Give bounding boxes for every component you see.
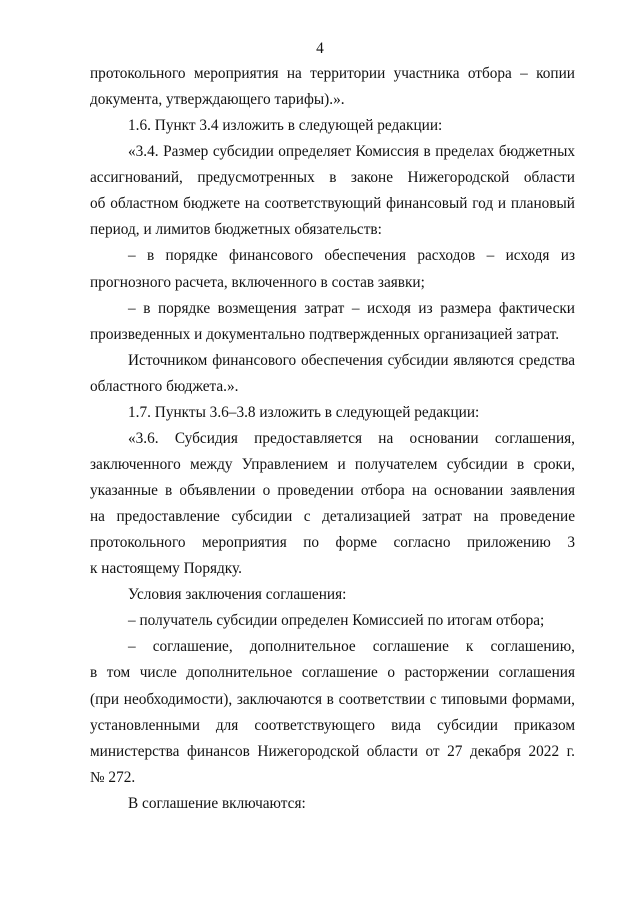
text-line: протокольного мероприятия на территории участника отбора – копии	[90, 65, 575, 82]
text-line: «3.6. Субсидия предоставляется на основании соглашения,	[128, 429, 575, 447]
text-line: – в порядке финансового обеспечения расходов – исходя из	[128, 247, 575, 265]
text-line: Источником финансового обеспечения субсидии являются средства	[128, 351, 575, 369]
text-line: – соглашение, дополнительное соглашение к соглашению,	[128, 638, 575, 656]
text-line: установленными для соответствующего вида субсидии приказом	[90, 716, 575, 734]
text-line: об областном бюджете на соответствующий финансовый год и плановый	[90, 195, 575, 213]
text-line: № 272.	[90, 768, 136, 786]
text-line: к настоящему Порядку.	[90, 560, 242, 578]
document-text	[90, 61, 575, 817]
text-line: заключенного между Управлением и получателем субсидии в сроки,	[90, 455, 575, 473]
text-line: областного бюджета.».	[90, 377, 239, 395]
text-line: прогнозного расчета, включенного в состав заявки;	[90, 273, 425, 291]
text-line: (при необходимости), заключаются в соответствии с типовыми формами,	[90, 690, 575, 708]
text-line: «3.4. Размер субсидии определяет Комиссия в пределах бюджетных	[128, 143, 575, 161]
text-line: – в порядке возмещения затрат – исходя из размера фактически	[128, 299, 575, 317]
text-line: на предоставление субсидии с детализацией затрат на проведение	[90, 508, 575, 526]
text-line: 1.6. Пункт 3.4 изложить в следующей редакции:	[128, 117, 443, 135]
text-line: произведенных и документально подтвержденных организацией затрат.	[90, 325, 560, 343]
text-line: ассигнований, предусмотренных в законе Нижегородской области	[90, 169, 575, 187]
text-line: указанные в объявлении о проведении отбора на основании заявления	[90, 482, 575, 499]
text-line: документа, утверждающего тарифы).».	[90, 91, 345, 109]
text-line: В соглашение включаются:	[128, 794, 306, 812]
text-line: Условия заключения соглашения:	[128, 586, 347, 604]
text-line: в том числе дополнительное соглашение о расторжении соглашения	[90, 664, 575, 682]
text-line: протокольного мероприятия по форме согласно приложению 3	[90, 534, 575, 552]
page-number: 4	[316, 40, 324, 57]
text-line: период, и лимитов бюджетных обязательств:	[90, 221, 382, 239]
text-line: министерства финансов Нижегородской области от 27 декабря 2022 г.	[90, 742, 575, 760]
text-line: – получатель субсидии определен Комиссией по итогам отбора;	[128, 612, 545, 630]
text-line: 1.7. Пункты 3.6–3.8 изложить в следующей редакции:	[128, 403, 480, 421]
